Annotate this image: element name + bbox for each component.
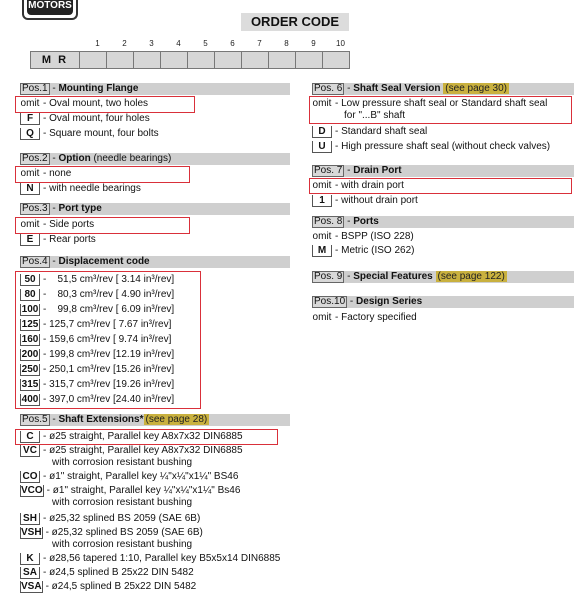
- option-desc: none: [49, 168, 72, 179]
- option-desc: with needle bearings: [49, 183, 141, 194]
- option-code: 80: [20, 289, 40, 301]
- highlight-box: [309, 178, 572, 194]
- option-row: SA - ø24,5 splined B 25x22 DIN 5482: [20, 567, 194, 579]
- position-label: Pos.1: [22, 83, 48, 94]
- order-code-cell: [161, 51, 188, 69]
- option-row: 100 - 99,8 cm³/rev [ 6.09 in³/rev]: [21, 304, 175, 315]
- option-code: 315: [21, 379, 39, 390]
- option-row: VSA - ø24,5 splined B 25x22 DIN 5482: [21, 581, 197, 592]
- option-code: C: [20, 431, 40, 443]
- option-row: omit - none: [20, 168, 72, 179]
- page-title: ORDER CODE: [241, 13, 349, 31]
- option-code: 1: [312, 195, 332, 207]
- option-desc: 159,6 cm³/rev [ 9.74 in³/rev]: [49, 334, 172, 345]
- option-row: C - ø25 straight, Parallel key A8x7x32 DIN6885: [20, 431, 243, 443]
- option-desc: 80,3 cm³/rev [ 4.90 in³/rev]: [57, 289, 175, 300]
- option-subdesc: with corrosion resistant bushing: [52, 497, 193, 508]
- highlight-box: [15, 429, 278, 445]
- option-code: Q: [20, 128, 40, 140]
- section-title: Option: [58, 153, 91, 164]
- code-position-number: 6: [230, 39, 235, 48]
- highlight-box: [15, 166, 190, 183]
- code-position-numbers: [84, 39, 354, 51]
- option-code: CO: [20, 471, 40, 483]
- option-subdesc: with corrosion resistant bushing: [52, 457, 193, 468]
- highlight-box: [15, 217, 190, 234]
- option-row: K - ø28,56 tapered 1:10, Parallel key B5x5x14 DIN6885: [20, 553, 280, 565]
- see-page-link[interactable]: (see page 30): [445, 83, 508, 94]
- option-code: 400: [21, 394, 39, 405]
- option-desc: 199,8 cm³/rev [12.19 in³/rev]: [49, 349, 175, 360]
- option-desc: ø25,32 splined BS 2059 (SAE 6B): [49, 513, 201, 524]
- section-title: Shaft Extensions*: [58, 414, 144, 425]
- section-title: Design Series: [356, 296, 423, 307]
- option-code: 125: [21, 319, 39, 330]
- order-code-cell: [215, 51, 242, 69]
- option-row: VC - ø25 straight, Parallel key A8x7x32 DIN6885 with corrosion resistant bushing: [20, 445, 243, 469]
- option-row: VSH - ø25,32 splined BS 2059 (SAE 6B) with corrosion resistant bushing: [21, 527, 203, 550]
- highlight-box: [309, 96, 572, 124]
- section-title: Displacement code: [58, 256, 150, 267]
- position-label: Pos.10: [314, 296, 346, 307]
- option-row: omit - with drain port: [312, 180, 404, 191]
- code-position-number: 9: [311, 39, 316, 48]
- option-row: omit - Oval mount, two holes: [20, 98, 149, 109]
- section-header-pos1: Pos.1 - Mounting Flange: [20, 83, 290, 95]
- order-code-cell: [134, 51, 161, 69]
- option-code: VSH: [21, 527, 42, 538]
- option-code: omit: [312, 180, 332, 191]
- code-position-number: 3: [149, 39, 154, 48]
- option-code: SA: [20, 567, 40, 579]
- order-code-prefix: M R: [30, 51, 80, 69]
- option-code: D: [312, 126, 332, 138]
- option-desc: ø1" straight, Parallel key ¼"x¼"x1¼" BS46: [49, 471, 239, 482]
- section-header-pos5: Pos.5 - Shaft Extensions* (see page 28): [20, 414, 290, 426]
- section-title: Drain Port: [353, 165, 402, 176]
- option-row: D - Standard shaft seal: [312, 126, 427, 138]
- option-code: E: [20, 234, 40, 246]
- option-row: Q - Square mount, four bolts: [20, 128, 159, 140]
- section-header-pos4: Pos.4 - Displacement code: [20, 256, 290, 268]
- position-label: Pos. 9: [314, 271, 343, 282]
- option-row: 125 - 125,7 cm³/rev [ 7.67 in³/rev]: [21, 319, 172, 330]
- position-label: Pos.5: [22, 414, 48, 425]
- option-code: K: [20, 553, 40, 565]
- brand-logo-text: MOTORS: [27, 0, 73, 15]
- option-row: 50 - 51,5 cm³/rev [ 3.14 in³/rev]: [20, 274, 174, 286]
- option-desc: Side ports: [49, 219, 95, 230]
- option-row: omit - Factory specified: [312, 312, 417, 323]
- option-code: 50: [20, 274, 40, 286]
- option-code: M: [312, 245, 332, 257]
- option-row: E - Rear ports: [20, 234, 96, 246]
- order-code-boxes: [30, 51, 350, 69]
- option-row: SH - ø25,32 splined BS 2059 (SAE 6B): [20, 513, 200, 525]
- option-row: 250 - 250,1 cm³/rev [15.26 in³/rev]: [21, 364, 175, 375]
- option-code: 100: [21, 304, 39, 315]
- option-code: N: [20, 183, 40, 195]
- code-position-number: 10: [336, 39, 345, 48]
- option-row: CO - ø1" straight, Parallel key ¼"x¼"x1¼" BS46: [20, 471, 238, 483]
- order-code-cell: [80, 51, 107, 69]
- order-code-cell: [296, 51, 323, 69]
- section-title: Special Features: [353, 271, 433, 282]
- option-desc: 250,1 cm³/rev [15.26 in³/rev]: [49, 364, 175, 375]
- option-code: 250: [21, 364, 39, 375]
- section-header-pos6: Pos. 6 - Shaft Seal Version (see page 30): [312, 83, 574, 95]
- option-code: VC: [20, 445, 40, 457]
- position-label: Pos.4: [22, 256, 48, 267]
- option-desc: Oval mount, two holes: [49, 98, 149, 109]
- option-row: 200 - 199,8 cm³/rev [12.19 in³/rev]: [21, 349, 175, 360]
- section-title: Ports: [353, 216, 379, 227]
- position-label: Pos. 8: [314, 216, 343, 227]
- option-desc: ø25,32 splined BS 2059 (SAE 6B): [51, 527, 203, 538]
- position-label: Pos. 7: [314, 165, 343, 176]
- option-desc: Square mount, four bolts: [49, 128, 159, 139]
- option-desc: 51,5 cm³/rev [ 3.14 in³/rev]: [57, 274, 175, 285]
- section-title: Port type: [58, 203, 102, 214]
- brand-logo: [22, 0, 78, 20]
- option-code: 200: [21, 349, 39, 360]
- option-code: VCO: [21, 485, 43, 496]
- option-desc: ø1" straight, Parallel key ¼"x¼"x1¼" Bs46: [52, 485, 241, 496]
- option-desc: ø28,56 tapered 1:10, Parallel key B5x5x14 DIN6885: [49, 553, 281, 564]
- option-desc: BSPP (ISO 228): [341, 231, 414, 242]
- option-row: 1 - without drain port: [312, 195, 418, 207]
- section-header-pos2: Pos.2 - Option (needle bearings): [20, 153, 290, 165]
- section-title: Mounting Flange: [58, 83, 139, 94]
- option-row: F - Oval mount, four holes: [20, 113, 150, 125]
- section-header-pos3: Pos.3 - Port type: [20, 203, 290, 215]
- code-position-number: 1: [95, 39, 100, 48]
- order-code-cell: [269, 51, 296, 69]
- code-position-number: 7: [257, 39, 262, 48]
- position-label: Pos.3: [22, 203, 48, 214]
- highlight-box: [15, 271, 201, 409]
- option-subdesc: for "...B" shaft: [344, 110, 406, 121]
- see-page-link[interactable]: (see page 28): [145, 414, 208, 425]
- section-header-pos8: Pos. 8 - Ports: [312, 216, 574, 228]
- position-label: Pos.2: [22, 153, 48, 164]
- code-position-number: 2: [122, 39, 127, 48]
- code-position-number: 5: [203, 39, 208, 48]
- option-row: omit - Low pressure shaft seal or Standard shaft seal for "...B" shaft: [312, 98, 548, 121]
- option-desc: Oval mount, four holes: [49, 113, 150, 124]
- option-row: omit - BSPP (ISO 228): [312, 231, 414, 242]
- order-code-cell: [107, 51, 134, 69]
- option-desc: Factory specified: [341, 312, 417, 323]
- option-code: omit: [20, 98, 40, 109]
- option-code: omit: [20, 168, 40, 179]
- option-code: U: [312, 141, 332, 153]
- option-row: VCO - ø1" straight, Parallel key ¼"x¼"x1¼" Bs46 with corrosion resistant bushing: [21, 485, 241, 508]
- option-desc: 125,7 cm³/rev [ 7.67 in³/rev]: [49, 319, 172, 330]
- order-code-cell: [242, 51, 269, 69]
- option-code: 160: [21, 334, 39, 345]
- order-code-cell: [323, 51, 350, 69]
- option-desc: Low pressure shaft seal or Standard shaft seal: [341, 98, 548, 109]
- option-code: SH: [20, 513, 40, 525]
- see-page-link[interactable]: (see page 122): [437, 271, 505, 282]
- option-desc: Standard shaft seal: [341, 126, 428, 137]
- position-label: Pos. 6: [314, 83, 343, 94]
- section-title-extra: (needle bearings): [93, 153, 172, 164]
- option-code: omit: [312, 231, 332, 242]
- option-code: VSA: [21, 581, 42, 592]
- code-position-number: 8: [284, 39, 289, 48]
- option-desc: 397,0 cm³/rev [24.40 in³/rev]: [49, 394, 175, 405]
- option-desc: ø25 straight, Parallel key A8x7x32 DIN6885: [49, 431, 243, 442]
- option-code: F: [20, 113, 40, 125]
- option-code: omit: [312, 98, 332, 109]
- option-desc: with drain port: [341, 180, 404, 191]
- highlight-box: [15, 96, 195, 113]
- option-subdesc: with corrosion resistant bushing: [52, 539, 193, 550]
- order-code-cell: [188, 51, 215, 69]
- option-desc: ø25 straight, Parallel key A8x7x32 DIN6885: [49, 445, 243, 456]
- option-code: omit: [312, 312, 332, 323]
- section-title: Shaft Seal Version: [353, 83, 441, 94]
- option-row: M - Metric (ISO 262): [312, 245, 414, 257]
- option-row: U - High pressure shaft seal (without check valves): [312, 141, 550, 153]
- section-header-pos7: Pos. 7 - Drain Port: [312, 165, 574, 177]
- option-row: 160 - 159,6 cm³/rev [ 9.74 in³/rev]: [21, 334, 172, 345]
- option-row: 315 - 315,7 cm³/rev [19.26 in³/rev]: [21, 379, 175, 390]
- option-row: 80 - 80,3 cm³/rev [ 4.90 in³/rev]: [20, 289, 174, 301]
- option-desc: 315,7 cm³/rev [19.26 in³/rev]: [49, 379, 175, 390]
- option-desc: High pressure shaft seal (without check valves): [341, 141, 551, 152]
- section-header-pos10: Pos.10 - Design Series: [312, 296, 574, 308]
- option-desc: ø24,5 splined B 25x22 DIN 5482: [51, 581, 197, 592]
- option-row: omit - Side ports: [20, 219, 95, 230]
- option-desc: 99,8 cm³/rev [ 6.09 in³/rev]: [57, 304, 175, 315]
- option-row: 400 - 397,0 cm³/rev [24.40 in³/rev]: [21, 394, 175, 405]
- option-desc: ø24,5 splined B 25x22 DIN 5482: [49, 567, 194, 578]
- option-code: omit: [20, 219, 40, 230]
- option-row: N - with needle bearings: [20, 183, 141, 195]
- option-desc: without drain port: [341, 195, 418, 206]
- option-desc: Rear ports: [49, 234, 96, 245]
- section-header-pos9: Pos. 9 - Special Features (see page 122): [312, 271, 574, 283]
- option-desc: Metric (ISO 262): [341, 245, 415, 256]
- code-position-number: 4: [176, 39, 181, 48]
